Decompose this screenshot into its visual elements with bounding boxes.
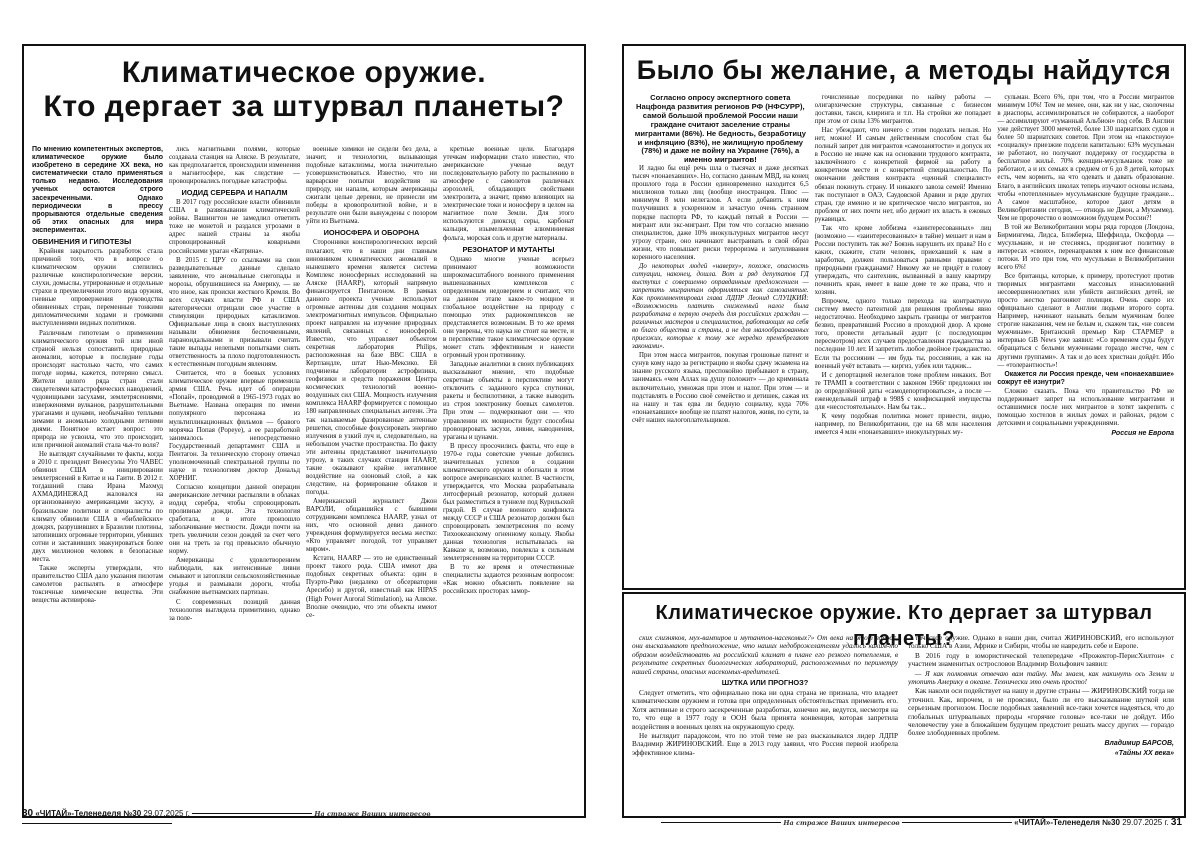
paragraph: И ладно бы ещё речь шла о тысячах и даже десятках тысяч «понаехавших». Но, согласно данным МВД, на конец прошлого года в России единовременно находится 6,5 миллионов только лиц (вообще иностранцев. Плюс — минимум 8 млн нелегалов. А если добавить к ним получивших в ускоренном и зачастую очень странном порядке паспорта РФ, то каждый пятый в России — мигрант или экс-мигрант. При том что согласно мнению специалистов, даже 10% инокультурных мигрантов несут угрозу стране, оно начинают выстраивать в свой образ жизни, что повышает риски терроризма и затупливания коренного населения. xyxy=(632,165,809,261)
footer-paper: «ЧИТАЙ»-Теленеделя xyxy=(35,809,122,818)
paragraph: Не выглядит парадоксом, что по этой теме не раз высказывался лидер ЛДПР Владимир ЖИРИНОВСКИЙ. Еще в 2013 году заявил, что Россия первой изобрела эффективное клима- xyxy=(632,732,898,757)
paragraph: Сторонники конспирологических версий полагают, что в наши дни главным виновником климатических аномалий в нынешнего времени является система Комплекс ионосферных исследований на Аляске (HAARP), который напрямую финансируется Пентагоном. В рамках данного проекта ученые используют огромные антенны для создания мощных электромагнитных импульсов. Официально проект направлен на изучение природных явлений, связанных с ионосферой. Известно, что управляет объектом секретная лаборатория Philips, расположенная на базе ВВС США в Кертландле, штат Нью-Мексико. Ей подчинены лаборатории астрофизики, геофизики и средств поражения Центра космических технологий военно-воздушных сил США. Мощность излучения комплекса HAARP формируется с помощью 180 направленных специальных антенн. Эта так называемые фазированные антенные решетки, способные фокусировать энергию излучения в узкий луч и, следовательно, на небольшом участке пространства. По факту эти антенны представляют значительную угрозу, в таких случаях станция HAARP, такие оказывают крайне негативное воздействие на озоновый слой, а как следствие, на формирование облаков и погоды. xyxy=(306,239,437,496)
subhead-iodid: ИОДИД СЕРЕБРА И НАПАЛМ xyxy=(181,188,288,198)
author-source: «Тайны XX века» xyxy=(1114,750,1174,758)
left-headline-line1: Климатическое оружие. xyxy=(121,56,487,89)
continuation-columns xyxy=(632,634,1174,810)
paragraph: Нас убеждают, что ничего с этим поделать нельзя. Но нет, можно! И самым действенным способом стал бы полный запрет для мигрантов «самозанятости» и допуск их в Россию не иначе как на основании трудового контракта, заключённого с конкретной фирмой на работу в конкретном месте и с конкретной специальностью. По окончании действия контракта «ценный специалист» обязан покинуть страну. И никакого завоза семей! Именно так поступают в ОАЭ, Саудовской Аравии и ряде других стран, где именно и не критическое число мигрантов, но проблем от них почти нет, ибо держит их власть в ежовых рукавицах. xyxy=(814,127,992,223)
left-page xyxy=(18,40,590,830)
footer-issue: №30 xyxy=(1102,818,1120,827)
paragraph: В то же время и отечественные специалисты задаются резонным вопросом: «Как можно объяснить появление на российских просторах замор- xyxy=(443,564,574,596)
left-columns xyxy=(32,146,574,806)
footer-date: 29.07.2025 г. xyxy=(1122,818,1169,827)
paragraph: Также эксперты утверждали, что правительство США дало указания пилотам самолетов распылять в атмосфере токсичные химические вещества. Эти вещества активирова- xyxy=(32,564,163,605)
left-headline-line2: Кто дергает за штурвал планеты? xyxy=(43,90,565,123)
footer-issue: №30 xyxy=(123,809,142,818)
paragraph: Кстати, HAARP — это не единственный проект такого рода. США имеют два подобных секретных объекта: один в Пуэрто-Рико (недалеко от обсерватории Аресибо) и другой, известный как HIPAS (High Power Auroral Stimulation), на Аляске. Вполне очевидно, что эти объекты имеют се- xyxy=(306,555,437,619)
right-column-3 xyxy=(997,94,1174,582)
paragraph: И с депортацией нелегалов тоже проблем никаких. Вот те ТРАМП в соответствии с законом 1966г предложил им до определённой даты «самодепортироваться», а после — еженедельный штраф в 998$ с конфискацией имущества для «несостоятельных». Нам бы так... xyxy=(814,371,992,411)
footer-slogan: На страже Ваших интересов xyxy=(783,819,900,827)
left-footer xyxy=(22,808,582,828)
paragraph: Считается, что в боевых условиях климатическое оружие впервые применила армия США. Речь идет об операции «Попай», проводимой в 1965-1973 годах во Вьетнаме. Названа операция по имени популярного персонажа из мультипликационных фильмов — бравого морячка Попая (Popeye), а ее разработкой занималось непосредственно Государственный департамент США и Пентагон. За техническую сторону отвечал уполномоченный спектральной группы по науке и технологиям доктор Дональд ХОРНИГ. xyxy=(169,370,300,482)
right-headline: Было бы желание, а методы найдутся xyxy=(636,55,1172,85)
footer-paper: «ЧИТАЙ»-Теленеделя xyxy=(1014,818,1100,827)
paragraph: ских слизняков, мух-вампиров и мутантов-насекомых?» От века на этот вопрос, они высказывают предположение, что наших недоброжелателям удалось каким-то образом воздействовать на российский климат в плане его резкого потепления, в результате секретных биологических лабораторий, расположенных по периметру нашей страны, опасных насекомых-вредителей. xyxy=(632,634,898,676)
continuation-column-2 xyxy=(908,634,1174,810)
paragraph: Западные аналитики в своих публикациях высказывают мнение, что подобные секретные объекты в перспективе могут отключить с заданного курса спутники, ракеты и беспилотники, а также выводить из строя электронику боевых самолетов. При этом — подчеркивают они — что управлении их мощности будут способны провоцировать засухи, ливни, наводнения, ураганы и цунами. xyxy=(443,361,574,441)
footer-rule xyxy=(902,822,1012,823)
subhead-rezonator: РЕЗОНАТОР И МУТАНТЫ xyxy=(462,244,555,254)
left-column-4 xyxy=(443,146,574,806)
paragraph: Согласно концепции данной операции американские летчики распыляли в облаках иодид серебра, чтобы спровоцировать проливные дожди. Эта технология сработала, и в итоге произошло заболачивание местности. Дожди почти на треть увеличили сезон дождей за счет чего они на треть за год превысило обычную норму. xyxy=(169,483,300,556)
paragraph: тическое оружие. Однако в наши дни, считал ЖИРИНОВСКИЙ, его используют только США в Азии, Африке и Сибири, чтобы не навредить себе и Европе. xyxy=(908,634,1174,651)
paragraph: Как наколи оси подействует на нашу и другие страны — ЖИРИНОВСКИЙ тогда не уточнил. Как, впрочем, и не прояснил, было ли его высказывание шуткой или серьезным прогнозом. После подобных заявлений все-таки хочется надеяться, что до глобальных штурвальных природы «горячие головы» все-таки не дойдут. Ибо человечеству уже в ближайшем будущем предстоит решать массу других — гораздо более злободневных проблем. xyxy=(908,687,1174,738)
footer-slogan: На страже Ваших интересов xyxy=(314,810,431,818)
subhead-shutka: ШУТКА ИЛИ ПРОГНОЗ? xyxy=(721,678,809,688)
right-page xyxy=(618,40,1188,830)
paragraph: Впрочем, одного только перехода на контрактную систему вместо патентной для решения проблемы явно недостаточно. Необходимо закрыть границы от мигрантов безвиз, превративший Россию в проходной двор. А кроме того, провести детальный аудит (с последующим пересмотром) всех случаев предоставления гражданства за последние 10 лет. И запретить любое двойное гражданство. Если ты россиянин — им будь ты, россиянин, а как на военный учёт вставать — киргиз, узбек или таджик... xyxy=(814,298,992,370)
paragraph: При этом масса мигрантов, покупая грошовые патент и сунув кому надо за регистрацию и якобы сдачу экзамена на знание русского языка, преспокойно прибывают в страну, занимаясь «чем Аллах на душу положит» — до криминала включительно, умножая при этом и налог. При этом — и подставлять в Россию своё семейство и детишек, сажая их на нашу и так едва ли бедную социалку, куда 70% «понаехавших» вообще не платят налогов, живя, по сути, за счёт наших налогоплательщиков. xyxy=(632,352,809,424)
paragraph: Не выглядят случайными те факты, когда в 2010 г. президент Венесуэлы Уго ЧАВЕС обвинил США в инициировании землетрясений в Китае и на Гаити. В 2012 г. тогдашний глава Ирана Махмуд АХМАДИНЕЖАД жаловался на организованную американцами засуху, а бразильские политики и специалисты по климату обвинили США в «библейских» дождях, разрушивших в Бразилии плотины, затопивших огромные территории, убивших сотни и заставивших эвакуироваться более двух миллионов человек в безопасные места. xyxy=(32,451,163,563)
footer-rule xyxy=(22,823,172,824)
left-column-3 xyxy=(306,146,437,806)
quote: — Я как полковник отвечаю вам тайну. Мы знаем, как накинуть ось Земли и утопить Америку в океане. Технически это очень просто! xyxy=(908,669,1174,687)
continuation-headline: Климатическое оружие. Кто дергает за штурвал планеты? xyxy=(655,602,1153,650)
paragraph: гочисленные посредники по найму работы — олигархические структуры, связанные с бизнесом доставки, такси, клиринга и т.п. На стройки же попадает при этом от силы 13% мигрантов. xyxy=(814,94,992,126)
footer-date: 29.07.2025 г. xyxy=(143,809,190,818)
paragraph: В прессу просочились факты, что еще в 1970-е годы советские ученые добились значительных успехов в создании климатического оружия и обогнали в этом вопросе американских коллег. В частности, утверждается, что Москва разрабатывала литосферный резонатор, который должен был разместиться в туннеле под Курильской грядой. В случае военного конфликта между СССР и США резонатор должен был спровоцировать землетрясения по всему Тихоокеанскому огненному кольцу. Якобы данная технология испытывалась на Кавказе и, возможно, повлекла к сильным землетрясениям на территории СССР. xyxy=(443,442,574,563)
paragraph: Крайняя закрытость разработок стала причиной того, что в вопросе о климатическом оружии слепились различные конспирологические версии, слухи, домыслы, утрированные и отдельные страхи в преувеличении этого вида оружия, гневные опровержения руководства обвиненных стран, переменные тонкими дипломатическими ходами и громкими выступлениями видных политиков. xyxy=(32,248,163,328)
right-columns xyxy=(632,94,1174,582)
subhead-obvineniya: ОБВИНЕНИЯ И ГИПОТЕЗЫ xyxy=(32,237,132,247)
paragraph: военные химики не сидели без дела, а значит, и технологии, вызывающая подобные катаклизмы, могла значительно усовершенствоваться. Известно, что ни варварские попытки воздействия на природу, ни напалм, которым американцы сжигали целые деревни, не принесли им победы в кровопролитной войне, и в результате они были вынуждены с позором уйти из Вьетнама. xyxy=(306,146,437,226)
paragraph: Все британцы, которые, к примеру, протестуют против творимых мигрантами массовых изнасилований несовершеннолетних или убийств английских детей, не просто жестко разгоняют полиция. Очень скоро их официально сделают в Англии людьми второго сорта. Например, начинают называть белым мужчинам более строгие наказания, чем не белым и, скажем так, «не совсем мужчинам». Британский премьер Кир СТАРМЕР в интервью GB News уже заявил: «Со временем суды будут обращаться с белыми мужчинами гораздо жестче, чем с другими группами». А так и до всех христиан дойдёт. Ибо — «толерантность»! xyxy=(997,273,1175,369)
left-article-frame xyxy=(22,44,586,818)
paragraph: Американский журналист Джон ВАРОЛИ, общавшийся с бывшими сотрудниками комплекса HAARP, узнал от них, что основной девиз данного учреждения формулируется весьма жестко: «Кто управляет погодой, тот управляет миром». xyxy=(306,497,437,554)
paragraph: Следует отметить, что официально пока ни одна страна не признала, что владеет климатическим оружием и готова при определенных обстоятельствах применить его. Хотя активные и строго засекреченные разработки, конечно же, ведутся, несмотря на то, что еще в 1977 году в ООН была принята конвенция, которая запретила воздействия в военных целях на окружающую среду. xyxy=(632,689,898,731)
right-footer xyxy=(622,817,1182,828)
paragraph: В той же Великобритании мэры ряда городов (Лондона, Бирмингема, Лидса, Блэкберна, Шеффилда, Оксфорда — мусульмане, и не стесняясь, продвигают политику в интересах «своих», перенаправляя к ним все финансовые потоки. И это при том, что мусульман в Великобритании всего 6%! xyxy=(997,223,1175,271)
paragraph: сульман. Всего 6%, при том, что в России мигрантов минимум 10%! Тем не менее, они, как ни у нас, сколочены в диаспоры, ассимилироваться не собираются, а наоборот — ассимилируют «туманный Альбион» под себя. В Англии уже действует 3000 мечетей, более 130 шариатских судов и более 50 шариатских советов. При этом на «пакостную» «социалку» приезжие подсели капитально: 63% мусульман не работают, но получают поддержку от государства в бесплатное жильё. 70% женщин-мусульманок тоже не работают, а и их семьях в среднем от 6 до 8 детей, которых есть, чем кормить, на что одевать и давать образование. Благо, в английских школах теперь изучают основы ислама, чтобы «потепленные» мусульманские будущие граждане... А самое масштабное, которое дают детям в Великобритании сегодня, — отнюдь не Джон, а Мухаммед. Чем не пророчество о возможном будущем России?! xyxy=(997,94,1175,222)
paragraph: В 2017 году российские власти обвинили США в развязывании климатической войны. Вашингтон не замедлил ответить тоже не монетой и раздался угрозами в адрес нашей страны за якобы спровоцированный коварными российскими ураган «Катрина». xyxy=(169,199,300,255)
page-number: 31 xyxy=(1170,817,1182,828)
bold-question: Окажется ли Россия прежде, чем «понаехавшие» сожрут её изнутри? xyxy=(997,370,1175,386)
paragraph: В 2016 году в юмористической телепередаче «Прожектор-ПерисХилтон» с участием знаменитых острословов Владимир Вольфович заявил: xyxy=(908,651,1174,669)
paragraph: В 2015 г. ЦРУ со ссылками на свои разведывательные данные сделало заявление, что аномальные снегопады и морозы, обрушившиеся на Америку, — не что иное, как происки жесткого Кремля. Во всех случаях власти РФ и США категорически отрицали свое участие в стимуляции природных катаклизмов. Официальные лица в своих выступлениях называли обвинения беспочвенными, параноидальными и призывали считать такие выпады нелепыми попытками снять ответственность за плохо подготовленность к естественным погодным явлениям. xyxy=(169,256,300,369)
paragraph: С современных позиций данная технология выглядела примитивно, однако за поле- xyxy=(169,598,300,622)
paragraph: лись магнитными полями, которые создавала станция на Аляске. В результате, как предполагается, происходили изменения в магнитосфере, как следствие — провоцировались погодные катастрофы. xyxy=(169,146,300,186)
footer-rule xyxy=(192,813,312,814)
subhead-ionosfera: ИОНОСФЕРА И ОБОРОНА xyxy=(323,228,420,238)
right-lead: Согласно опросу экспертного совета Нацфонда развития регионов РФ (НФСУРР), самой большой проблемой России наши граждане считают заселение страны мигрантами (86%). Не бедность, безработицу и инфляцию (83%), не жилищную проблему (78%) и даже не войну на Украине (76%), а именно мигрантов! xyxy=(634,94,806,165)
paragraph: Однако многие ученые всерьез принимают возможности широкомасштабного военного применения вышеназванных комплексов с определенным недоверием и считают, что на данном этапе какое-то мощное и глобальное воздействие на природу с помощью этих радиокомплексов не представляется возможным. В то же время они уверены, что наука не стоит на месте, и в перспективе такое климатическое оружие может стать эффективным и нанести огромный урон противнику. xyxy=(443,255,574,360)
paragraph: Так что кроме лоббизма «заинтересованных» лиц (возможно — «заинтересованных» в тайне) мешает и нам в России поступить так же? Боязнь нарушить их права? Но с каких, скажите, стати человек, приехавший к нам в заработки, должен пользоваться равными правами с природными гражданами? Никому же не придёт в голову утверждать, что сантехник, вызванный в вашу квартиру починить кран, имеет в ваше доме те же права, что и хозяин. xyxy=(814,224,992,297)
right-column-2 xyxy=(815,94,992,582)
footer-rule xyxy=(661,822,781,823)
paragraph: Американцы с удовлетворением наблюдали, как интенсивные ливни смывают и затопляли сельскохозяйственные угодья и размывали дороги, чтобы снабжение вьетнамских партизан. xyxy=(169,557,300,597)
left-column-2 xyxy=(169,146,300,806)
paragraph: Сложно сказать. Пока что правительство РФ не поддерживает запрет на использование мигрантами и оставшимися после них мигрантов в хотят закрепить с помощью хостелов в жилых домах и районах, рядом с детскими и социальными учреждениями. xyxy=(997,387,1175,427)
continuation-column-1 xyxy=(632,634,898,810)
left-headline xyxy=(24,56,584,124)
page-number: 30 xyxy=(22,808,34,819)
right-column-1 xyxy=(632,94,809,582)
author-name: Владимир БАРСОВ, xyxy=(1104,739,1174,747)
continuation-frame xyxy=(622,592,1186,818)
paragraph: кретные военные цели. Благодаря утечкам информации стало известно, что американские ученые ведут последовательную работу по распылению в атмосфере с самолетов различных аэрозолей, обладающих свойствами электролита, а значит, прямо влияющих на электрические токи и ионосферу в целом на магнитное поле Земли. Для этого используются диоксид серы, карбонат кальция, изымельченная алюминиевая фольга, морская соль и другие материалы. xyxy=(443,146,574,242)
paragraph: Различным гипотезам о применении климатического оружия той или иной страной нельзя сопоставить природные аномалии, которые в последние годы происходят настолько часто, что самих погоде нормы, кажется, потеряно смысл. Жители целого ряда стран стали свидетелями катастрофических наводнений, чудовищными засухами, землетрясениями, извержениями вулканов, разрушительными ураганами и цунами, необычайно теплыми зимами и аномально холодными летними днями. Понятное встает вопрос: это природа не усвоила, что это происходит, или причиной аномалий стала чья-то воля? xyxy=(32,329,163,450)
paragraph: До некоторых людей «наверху», похоже, опасность ситуации, наконец, дошла. Вот и ряд депутатов ГД выступил с совершенно оправданным предложением — запретить мигрантам оформляться как самозанятые. Как прокомментировал глава ЛДПР Леонид СЛУЦКИЙ: «Возможность платить сниженный налог была разработана в первую очередь для российских граждан — различных мастеров и специалистов, работающих на себя во благо общества и страны, а не для малообразованных приезжих, которые к тому же нередко пренебрегают законами». xyxy=(632,262,809,351)
paragraph: К чему подобная политика может привести, видно, например, по Великобритании, где на 68 млн населения имеется 4 млн «понаехавших» инокультурных му- xyxy=(814,412,992,436)
right-top-article-frame xyxy=(622,44,1186,590)
left-column-1 xyxy=(32,146,163,806)
left-lead: По мнению компетентных экспертов, климатическое оружие было изобретено в середине XX века, но систематически стало применяться только недавно. Исследования ученых остаются строго засекреченными. Однако периодически в прессу прорываются отдельные сведения об этих опасных для мира экспериментах. xyxy=(32,146,163,234)
source-credit: Россия не Европа xyxy=(1111,429,1175,437)
